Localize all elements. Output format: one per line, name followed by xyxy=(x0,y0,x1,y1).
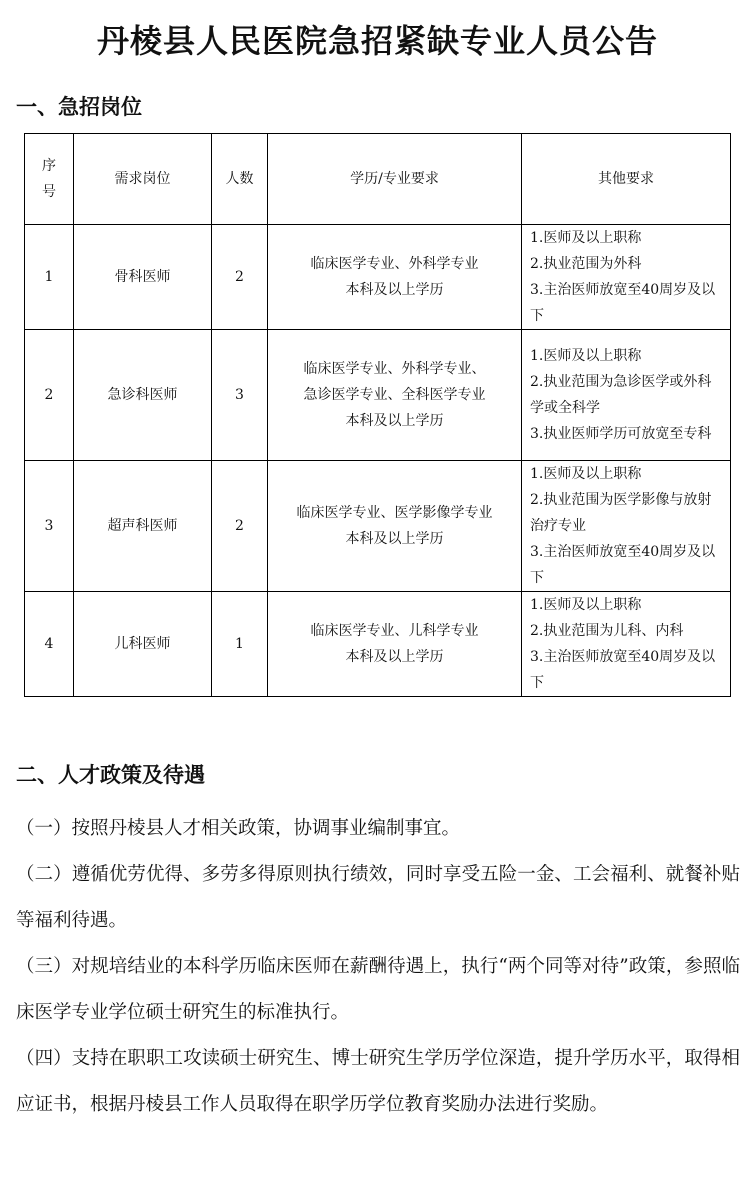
row-position: 儿科医师 xyxy=(74,592,212,697)
requirement-item: 2.执业范围为儿科、内科 xyxy=(530,623,684,639)
requirement-item: 2.执业范围为急诊医学或外科学或全科学 xyxy=(530,374,712,416)
row-position: 骨科医师 xyxy=(74,225,212,330)
policy-paragraph: （二）遵循优劳优得、多劳多得原则执行绩效，同时享受五险一金、工会福利、就餐补贴等福利待遇。 xyxy=(16,864,740,931)
row-requirements xyxy=(522,592,731,697)
row-no: 2 xyxy=(25,330,74,461)
requirement-item: 2.执业范围为外科 xyxy=(530,256,642,272)
table-header-row xyxy=(25,134,731,225)
col-header-position: 需求岗位 xyxy=(74,134,212,225)
requirement-item: 3.主治医师放宽至40周岁及以下 xyxy=(530,282,716,324)
table-row xyxy=(25,592,731,697)
policy-paragraph: （一）按照丹棱县人才相关政策，协调事业编制事宜。 xyxy=(16,818,461,839)
table-row xyxy=(25,330,731,461)
row-no: 4 xyxy=(25,592,74,697)
education-line: 急诊医学专业、全科医学专业 xyxy=(303,387,486,403)
row-count: 2 xyxy=(212,461,268,592)
education-line: 本科及以上学历 xyxy=(345,649,444,665)
col-header-education: 学历/专业要求 xyxy=(268,134,522,225)
requirement-item: 3.执业医师学历可放宽至专科 xyxy=(530,426,712,442)
row-education xyxy=(268,225,522,330)
row-count: 1 xyxy=(212,592,268,697)
requirement-item: 1.医师及以上职称 xyxy=(530,230,642,246)
col-header-other-requirements: 其他要求 xyxy=(522,134,731,225)
row-education xyxy=(268,330,522,461)
row-no: 1 xyxy=(25,225,74,330)
requirement-item: 3.主治医师放宽至40周岁及以下 xyxy=(530,649,716,691)
education-line: 本科及以上学历 xyxy=(345,531,444,547)
education-line: 临床医学专业、医学影像学专业 xyxy=(296,505,493,521)
row-position: 急诊科医师 xyxy=(74,330,212,461)
row-position: 超声科医师 xyxy=(74,461,212,592)
row-education xyxy=(268,461,522,592)
row-count: 3 xyxy=(212,330,268,461)
page-title: 丹棱县人民医院急招紧缺专业人员公告 xyxy=(96,22,658,60)
col-header-count: 人数 xyxy=(212,134,268,225)
education-line: 本科及以上学历 xyxy=(345,282,444,298)
row-requirements xyxy=(522,330,731,461)
requirement-item: 3.主治医师放宽至40周岁及以下 xyxy=(530,544,716,586)
requirement-item: 1.医师及以上职称 xyxy=(530,466,642,482)
table-row xyxy=(25,225,731,330)
row-no: 3 xyxy=(25,461,74,592)
section-heading-positions: 一、急招岗位 xyxy=(16,95,142,119)
table-row xyxy=(25,461,731,592)
row-requirements xyxy=(522,225,731,330)
col-header-no: 序号 xyxy=(25,134,74,225)
section-heading-policies: 二、人才政策及待遇 xyxy=(16,763,205,787)
requirement-item: 1.医师及以上职称 xyxy=(530,348,642,364)
education-line: 临床医学专业、外科学专业 xyxy=(310,256,479,272)
education-line: 临床医学专业、外科学专业、 xyxy=(303,361,486,377)
education-line: 临床医学专业、儿科学专业 xyxy=(310,623,479,639)
education-line: 本科及以上学历 xyxy=(345,413,444,429)
row-count: 2 xyxy=(212,225,268,330)
requirement-item: 1.医师及以上职称 xyxy=(530,597,642,613)
positions-table xyxy=(24,133,731,697)
policy-paragraph: （四）支持在职职工攻读硕士研究生、博士研究生学历学位深造，提升学历水平，取得相应证书，根据丹棱县工作人员取得在职学历学位教育奖励办法进行奖励。 xyxy=(16,1048,740,1115)
requirement-item: 2.执业范围为医学影像与放射治疗专业 xyxy=(530,492,712,534)
row-requirements xyxy=(522,461,731,592)
policy-paragraph: （三）对规培结业的本科学历临床医师在薪酬待遇上，执行“两个同等对待”政策，参照临床医学专业学位硕士研究生的标准执行。 xyxy=(16,956,740,1023)
policy-paragraphs xyxy=(16,806,740,1128)
row-education xyxy=(268,592,522,697)
